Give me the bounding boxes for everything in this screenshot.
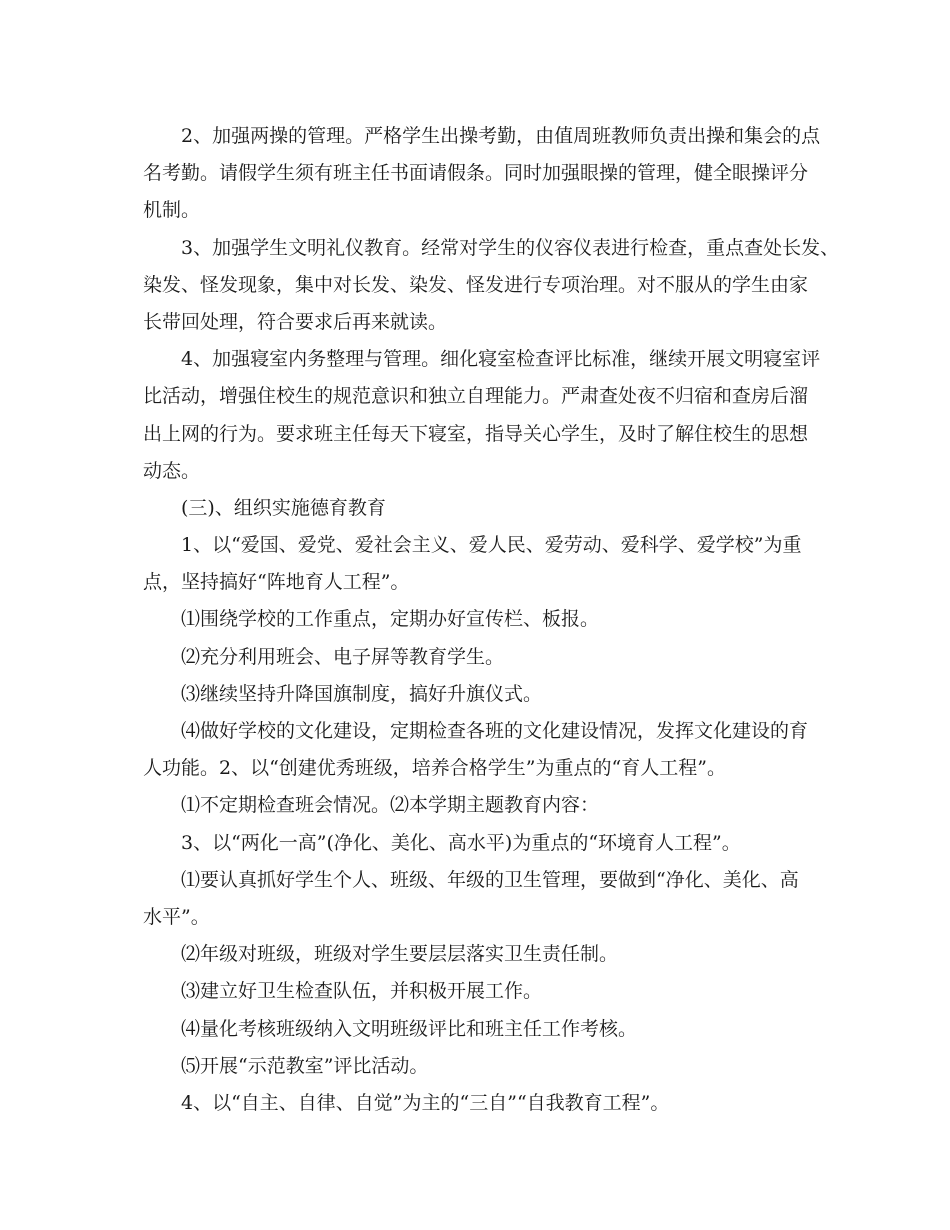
- paragraph-line: 长带回处理，符合要求后再来就读。: [143, 310, 448, 333]
- paragraph-line: 人功能。2、以“创建优秀班级，培养合格学生”为重点的“育人工程”。: [143, 757, 726, 780]
- paragraph-line: 点，坚持搞好“阵地育人工程”。: [143, 571, 410, 594]
- paragraph-line: 名考勤。请假学生须有班主任书面请假条。同时加强眼操的管理，健全眼操评分: [143, 162, 809, 185]
- list-item: ⑴不定期检查班会情况。⑵本学期主题教育内容：: [181, 794, 600, 817]
- list-item: ⑵年级对班级，班级对学生要层层落实卫生责任制。: [181, 943, 619, 966]
- list-item: ⑷量化考核班级纳入文明班级评比和班主任工作考核。: [181, 1017, 638, 1040]
- paragraph-line: 3、以“两化一高”(净化、美化、高水平)为重点的“环境育人工程”。: [181, 831, 741, 854]
- paragraph-line: 动态。: [143, 459, 201, 482]
- list-item: ⑶继续坚持升降国旗制度，搞好升旗仪式。: [181, 682, 543, 705]
- list-item: ⑴要认真抓好学生个人、班级、年级的卫生管理，要做到“净化、美化、高: [181, 868, 799, 891]
- paragraph-line: 水平”。: [143, 905, 210, 928]
- list-item: ⑶建立好卫生检查队伍，并积极开展工作。: [181, 980, 543, 1003]
- section-heading: (三)、组织实施德育教育: [181, 496, 386, 519]
- paragraph-line: 染发、怪发现象，集中对长发、染发、怪发进行专项治理。对不服从的学生由家: [143, 273, 809, 296]
- paragraph-line: 出上网的行为。要求班主任每天下寝室，指导关心学生，及时了解住校生的思想: [143, 422, 809, 445]
- list-item: ⑸开展“示范教室”评比活动。: [181, 1054, 429, 1077]
- paragraph-line: 4、以“自主、自律、自觉”为主的“三自”“自我教育工程”。: [181, 1091, 670, 1114]
- paragraph-line: 1、以“爱国、爱党、爱社会主义、爱人民、爱劳动、爱科学、爱学校”为重: [181, 534, 802, 557]
- list-item: ⑴围绕学校的工作重点，定期办好宣传栏、板报。: [181, 608, 600, 631]
- document-body: [143, 118, 840, 1122]
- list-item: ⑷做好学校的文化建设，定期检查各班的文化建设情况，发挥文化建设的育: [181, 720, 809, 742]
- paragraph-line: 2、加强两操的管理。严格学生出操考勤，由值周班教师负责出操和集会的点: [181, 125, 821, 147]
- paragraph-line: 4、加强寝室内务整理与管理。细化寝室检查评比标准，继续开展文明寝室评: [181, 348, 821, 371]
- paragraph-line: 机制。: [143, 199, 201, 222]
- list-item: ⑵充分利用班会、电子屏等教育学生。: [181, 645, 505, 668]
- paragraph-line: 比活动，增强住校生的规范意识和独立自理能力。严肃查处夜不归宿和查房后溜: [143, 385, 809, 408]
- paragraph-line: 3、加强学生文明礼仪教育。经常对学生的仪容仪表进行检查，重点查处长发、: [181, 236, 840, 259]
